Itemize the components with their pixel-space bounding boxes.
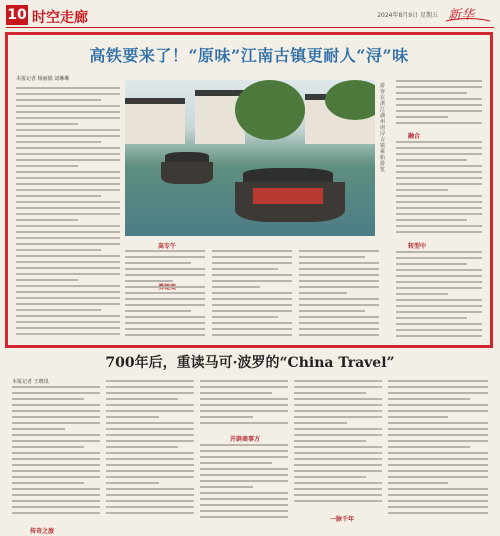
feature-column-5-bottom [396, 251, 482, 339]
newspaper-logo [444, 4, 492, 24]
feature-column-5-top [396, 80, 482, 128]
feature-column-3 [212, 250, 292, 338]
article2-subhead-1: 传奇之旅 [30, 528, 55, 535]
article2-subhead-2: 开辟商事方 [230, 436, 261, 443]
feature-column-2 [125, 250, 205, 338]
feature-article-box [5, 32, 493, 348]
feature-photo-canal-boats [125, 80, 375, 236]
article2-byline: 本报记者 王晓岚 [12, 379, 49, 385]
article2-subhead-3: 一脉千年 [330, 516, 355, 523]
feature-column-5-mid [396, 141, 482, 237]
article2-column-3-top [200, 380, 288, 430]
article2-column-4 [294, 380, 382, 510]
article2-column-5 [388, 380, 488, 522]
feature-subhead-3: 融合 [408, 133, 421, 140]
feature-subhead-1: 高专午 [158, 243, 177, 250]
feature-column-1 [16, 87, 120, 337]
article2-headline: 700年后，重读马可·波罗的“China Travel” [105, 355, 395, 371]
feature-column-4 [299, 250, 379, 338]
feature-byline: 本报记者 杨丽娟 刘琳琳 [16, 76, 70, 82]
section-name: 时空走廊 [32, 10, 88, 26]
masthead [0, 0, 500, 30]
page-number: 10 [7, 7, 27, 23]
article2-column-1 [12, 386, 100, 522]
feature-subhead-4: 转型中 [408, 243, 427, 250]
article2-column-3-bottom [200, 444, 288, 524]
issue-date: 2024年8月9日 星期五 [377, 12, 438, 19]
masthead-rule [6, 27, 494, 28]
article2-column-2 [106, 380, 194, 522]
feature-headline: 高铁要来了！“原味”江南古镇更耐人“浔”味 [89, 46, 409, 65]
svg-text:新华: 新华 [448, 8, 475, 23]
photo-caption: 游客在浙江湖州南浔古镇乘船游览 [380, 83, 386, 173]
